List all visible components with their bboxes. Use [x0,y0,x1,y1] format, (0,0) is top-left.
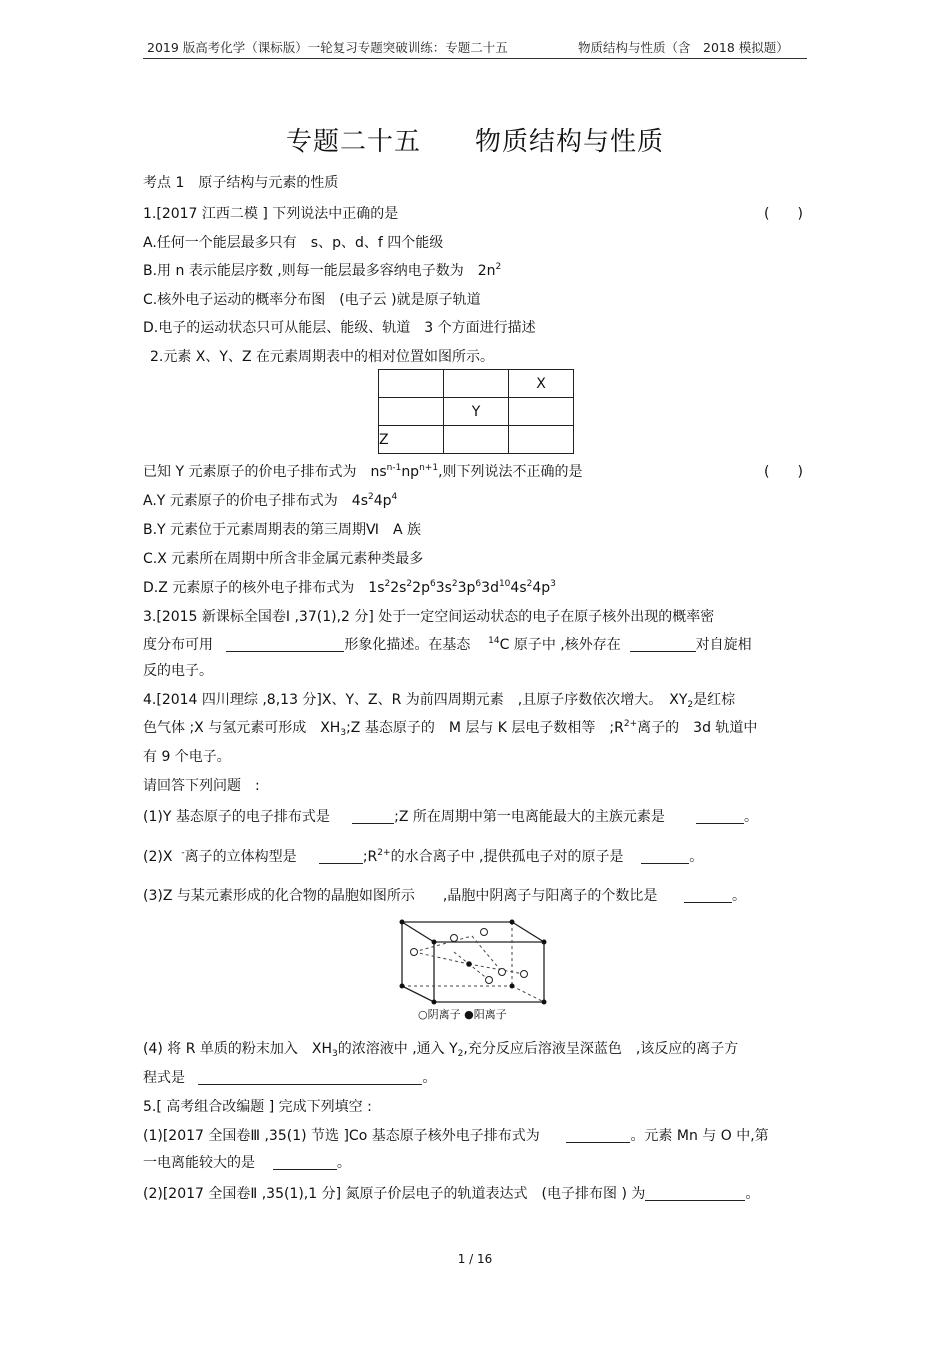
orbital-count: 2 [406,579,413,589]
orbital-count: 6 [429,579,436,589]
q2-option-a: A.Y 元素原子的价电子排布式为 $4s^24p^4$ [143,492,398,509]
q2-option-d: D.Z 元素原子的核外电子排布式为 $1s^22s^22p^63s^23p^63d^{10}4s^24p^3$ [143,579,556,596]
orbital: 3d [481,580,499,596]
cation [542,1000,547,1005]
orbital-count: 10 [498,579,511,589]
anion [486,977,493,984]
hidden-edge [414,952,469,964]
orbital: 2s [390,580,407,596]
q4-line2: 色气体 ;X 与氢元素可形成 $XH_3;Z$ 基态原子的 M 层与 K 层电子数相等 $;R^{2+}$离子的 3d 轨道中 [143,719,758,738]
header-left: 2019 版高考化学（课标版）一轮复习专题突破训练：专题二十五 [147,40,508,55]
anion [499,969,506,976]
header-rule [143,58,807,59]
anion [411,949,418,956]
q5-part1: (1)[2017 全国卷Ⅲ ,35(1) 节选 ]Co 基态原子核外电子排布式为 。元素 Mn 与 O 中,第 [143,1128,769,1144]
electron-config [368,580,556,596]
cation [510,984,515,989]
q3-line2: 度分布可用 形象化描述。在基态 $^{14}$C 原子中 ,核外存在 对自旋相 [143,636,752,653]
orbital: 4s [510,580,527,596]
anion [481,929,488,936]
cell-x: X [509,370,574,398]
orbital: 1s [368,580,385,596]
cation [510,920,515,925]
cation [466,961,472,967]
q5-stem: 5.[ 高考组合改编题 ] 完成下列填空 : [143,1099,372,1115]
hidden-edge [414,936,472,952]
q1-paren: ( ) [764,206,803,222]
orbital-count: 2 [526,579,533,589]
page-title: 专题二十五 物质结构与性质 [285,127,664,157]
q1-option-c: C.核外电子运动的概率分布图 (电子云 )就是原子轨道 [143,292,481,308]
q4-line1: 4.[2014 四川理综 ,8,13 分]X、Y、Z、R 为前四周期元素 ,且原子序数依次增大。 $XY_2$是红棕 [143,692,736,710]
q3-line3: 反的电子。 [143,663,213,679]
hidden-edge [454,952,489,980]
q1-option-a: A.任何一个能层最多只有 s、p、d、f 四个能级 [143,235,444,251]
answer-blank[interactable] [226,637,344,652]
q2-option-b: B.Y 元素位于元素周期表的第三周期Ⅵ A 族 [143,522,421,538]
q3-line1: 3.[2015 新课标全国卷Ⅰ ,37(1),2 分] 处于一定空间运动状态的电子在原子核外出现的概率密 [143,609,715,625]
orbital-count: 2 [384,579,391,589]
answer-blank[interactable] [630,637,696,652]
cell-y: Y [444,398,509,426]
orbital: 4p [532,580,551,596]
cation [432,1000,437,1005]
cell-z: Z [379,426,444,454]
q4-part3: (3)Z 与某元素形成的化合物的晶胞如图所示 ,晶胞中阴离子与阳离子的个数比是 。 [143,888,747,904]
q4-part2: (2)X -离子的立体构型是 $;R^{2+}$的水合离子中 ,提供孤电子对的原子是 。 [143,848,704,865]
orbital: 2p [412,580,430,596]
q2-known: 已知 Y 元素原子的价电子排布式为 $ns^{n-1}np^{n+1}$,则下列说法不正确的是 [143,463,583,480]
anion [521,971,528,978]
periodic-table-fragment [378,369,574,454]
crystal-legend: ○阴离子 ●阳离子 [418,1008,507,1020]
answer-blank[interactable] [352,809,394,824]
orbital-count: 3 [550,579,556,589]
q2-stem: 2.元素 X、Y、Z 在元素周期表中的相对位置如图所示。 [150,349,494,365]
answer-blank[interactable] [696,809,744,824]
answer-blank[interactable] [566,1128,630,1143]
orbital-count: 6 [475,579,482,589]
answer-blank[interactable] [273,1155,337,1170]
orbital: 3p [457,580,476,596]
q1-option-d: D.电子的运动状态只可从能层、能级、轨道 3 个方面进行描述 [143,320,536,336]
page-number: 1 / 16 [457,1252,493,1266]
answer-blank[interactable] [684,888,732,903]
answer-blank[interactable] [198,1070,422,1085]
cation [400,920,405,925]
section-heading: 考点 1 原子结构与元素的性质 [143,175,339,191]
header-right: 物质结构与性质（含 2018 模拟题） [578,40,789,55]
q2-option-c: C.X 元素所在周期中所含非金属元素种类最多 [143,551,424,567]
cation [432,940,437,945]
q5-part1-line2: 一电离能较大的是 。 [143,1155,351,1171]
q2-paren: ( ) [764,464,803,480]
orbital: 3s [435,580,452,596]
orbital-count: 2 [451,579,458,589]
q4-part4: (4) 将 R 单质的粉末加入 $XH_3$的浓溶液中 ,通入 $Y_2$,充分反应后溶液呈深蓝色 ,该反应的离子方 [143,1041,739,1059]
hidden-edge [512,986,544,1002]
answer-blank[interactable] [641,849,689,864]
cation [542,940,547,945]
q4-line3: 有 9 个电子。 [143,749,231,765]
q1-stem: 1.[2017 江西二模 ] 下列说法中正确的是 [143,206,399,222]
q5-part2: (2)[2017 全国卷Ⅱ ,35(1),1 分] 氮原子价层电子的轨道表达式 (电子排布图 ) 为 。 [143,1186,760,1202]
answer-blank[interactable] [645,1186,745,1201]
cell-edge [402,986,434,1002]
answer-blank[interactable] [319,849,363,864]
crystal-cell-figure [394,914,552,1020]
cation [400,984,405,989]
q1-option-b: B.用 n 表示能层序数 ,则每一能层最多容纳电子数为 $2n^2$ [143,262,502,279]
q4-part1: (1)Y 基态原子的电子排布式是 ;Z 所在周期中第一电离能最大的主族元素是 。 [143,809,759,825]
cell-top-face [402,922,544,942]
anion [451,935,458,942]
q4-prompt: 请回答下列问题 : [143,778,260,794]
q4-part4-line2: 程式是 。 [143,1070,437,1086]
